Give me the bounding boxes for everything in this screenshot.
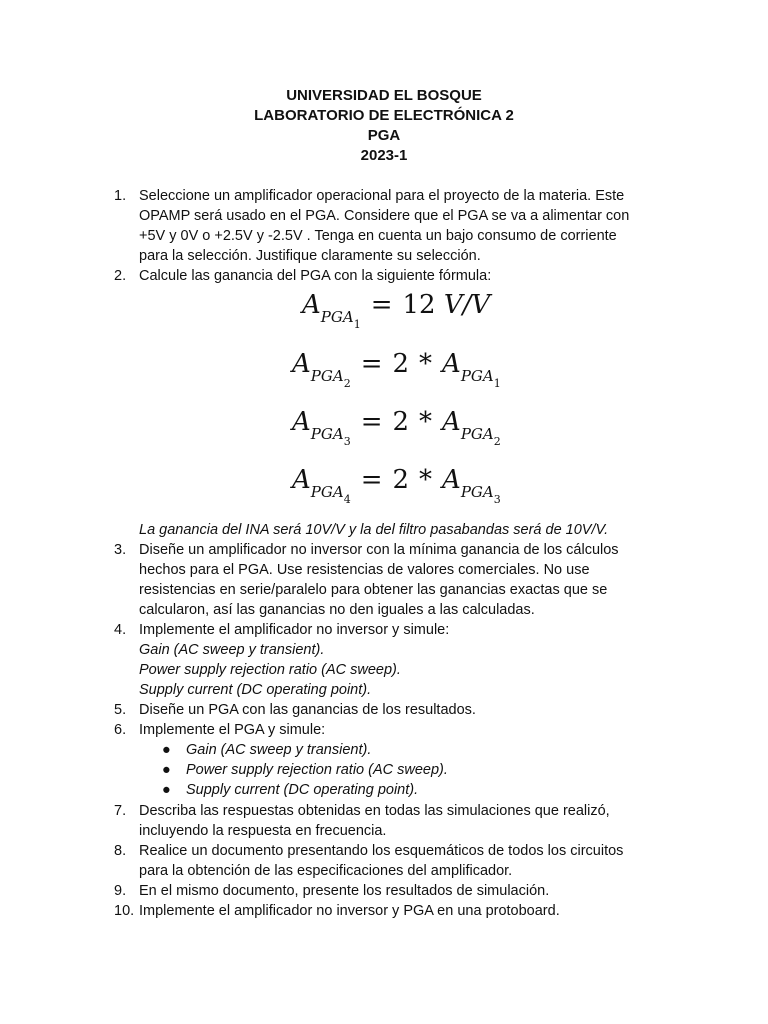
item-4-line-3: Power supply rejection ratio (AC sweep).	[139, 662, 401, 678]
bullet-text: Gain (AC sweep y transient).	[186, 742, 372, 758]
equation-4: $A_{PGA4}= 2 * A_{PGA3}$	[292, 465, 501, 506]
item-8-line-2: para la obtención de las especificaciones del amplificador.	[139, 863, 513, 879]
item-3-line-3: resistencias en serie/paralelo para obtener las ganancias exactas que se	[139, 582, 608, 598]
item-3-line-2: hechos para el PGA. Use resistencias de valores comerciales. No use	[139, 562, 590, 578]
item-1-line-3: +5V y 0V o +2.5V y -2.5V . Tenga en cuenta un bajo consumo de corriente	[139, 228, 617, 244]
item-number: 1.	[114, 188, 127, 204]
bullet-dot-icon: ●	[162, 762, 171, 778]
item-2-line-1: Calcule las ganancia del PGA con la siguiente fórmula:	[139, 268, 492, 284]
term-title: 2023-1	[360, 147, 408, 164]
equation-3: $A_{PGA3}= 2 * A_{PGA2}$	[292, 407, 501, 448]
item-1-line-1: Seleccione un amplificador operacional para el proyecto de la materia. Este	[139, 188, 625, 204]
lab-title: LABORATORIO DE ELECTRÓNICA 2	[254, 107, 514, 124]
item-5-line-1: Diseñe un PGA con las ganancias de los resultados.	[139, 702, 476, 718]
item-number: 2.	[114, 268, 127, 284]
item-7-line-2: incluyendo la respuesta en frecuencia.	[139, 823, 387, 839]
subject-title: PGA	[367, 127, 401, 144]
item-number: 7.	[114, 803, 127, 819]
item-1-line-4: para la selección. Justifique claramente su selección.	[139, 248, 481, 264]
bullet-dot-icon: ●	[162, 782, 171, 798]
item-number: 10.	[114, 903, 135, 919]
bullet-dot-icon: ●	[162, 742, 171, 758]
university-title: UNIVERSIDAD EL BOSQUE	[286, 87, 482, 104]
item-number: 5.	[114, 702, 127, 718]
item-10-line-1: Implemente el amplificador no inversor y PGA en una protoboard.	[139, 903, 560, 919]
item-7-line-1: Describa las respuestas obtenidas en todas las simulaciones que realizó,	[139, 803, 610, 819]
item-4-line-1: Implemente el amplificador no inversor y simule:	[139, 622, 450, 638]
item-8-line-1: Realice un documento presentando los esquemáticos de todos los circuitos	[139, 843, 624, 859]
item-4-line-2: Gain (AC sweep y transient).	[139, 642, 325, 658]
gain-note-text: La ganancia del INA será 10V/V y la del filtro pasabandas será de 10V/V.	[139, 522, 609, 538]
item-1-line-2: OPAMP será usado en el PGA. Considere que el PGA se va a alimentar con	[139, 208, 630, 224]
item-number: 4.	[114, 622, 127, 638]
bullet-text: Power supply rejection ratio (AC sweep).	[186, 762, 448, 778]
item-6-line-1: Implemente el PGA y simule:	[139, 722, 326, 738]
document-header	[0, 86, 768, 166]
equation-1: $A_{PGA1}= 12$ V/V	[302, 290, 491, 331]
item-number: 9.	[114, 883, 127, 899]
item-3-line-1: Diseñe un amplificador no inversor con la mínima ganancia de los cálculos	[139, 542, 619, 558]
bullet-text: Supply current (DC operating point).	[186, 782, 419, 798]
item-number: 3.	[114, 542, 127, 558]
item-4-line-4: Supply current (DC operating point).	[139, 682, 372, 698]
item-number: 6.	[114, 722, 127, 738]
item-3-line-4: calcularon, así las ganancias no den iguales a las calculadas.	[139, 602, 535, 618]
item-9-line-1: En el mismo documento, presente los resultados de simulación.	[139, 883, 550, 899]
item-number: 8.	[114, 843, 127, 859]
equation-2: $A_{PGA2}= 2 * A_{PGA1}$	[292, 349, 501, 390]
